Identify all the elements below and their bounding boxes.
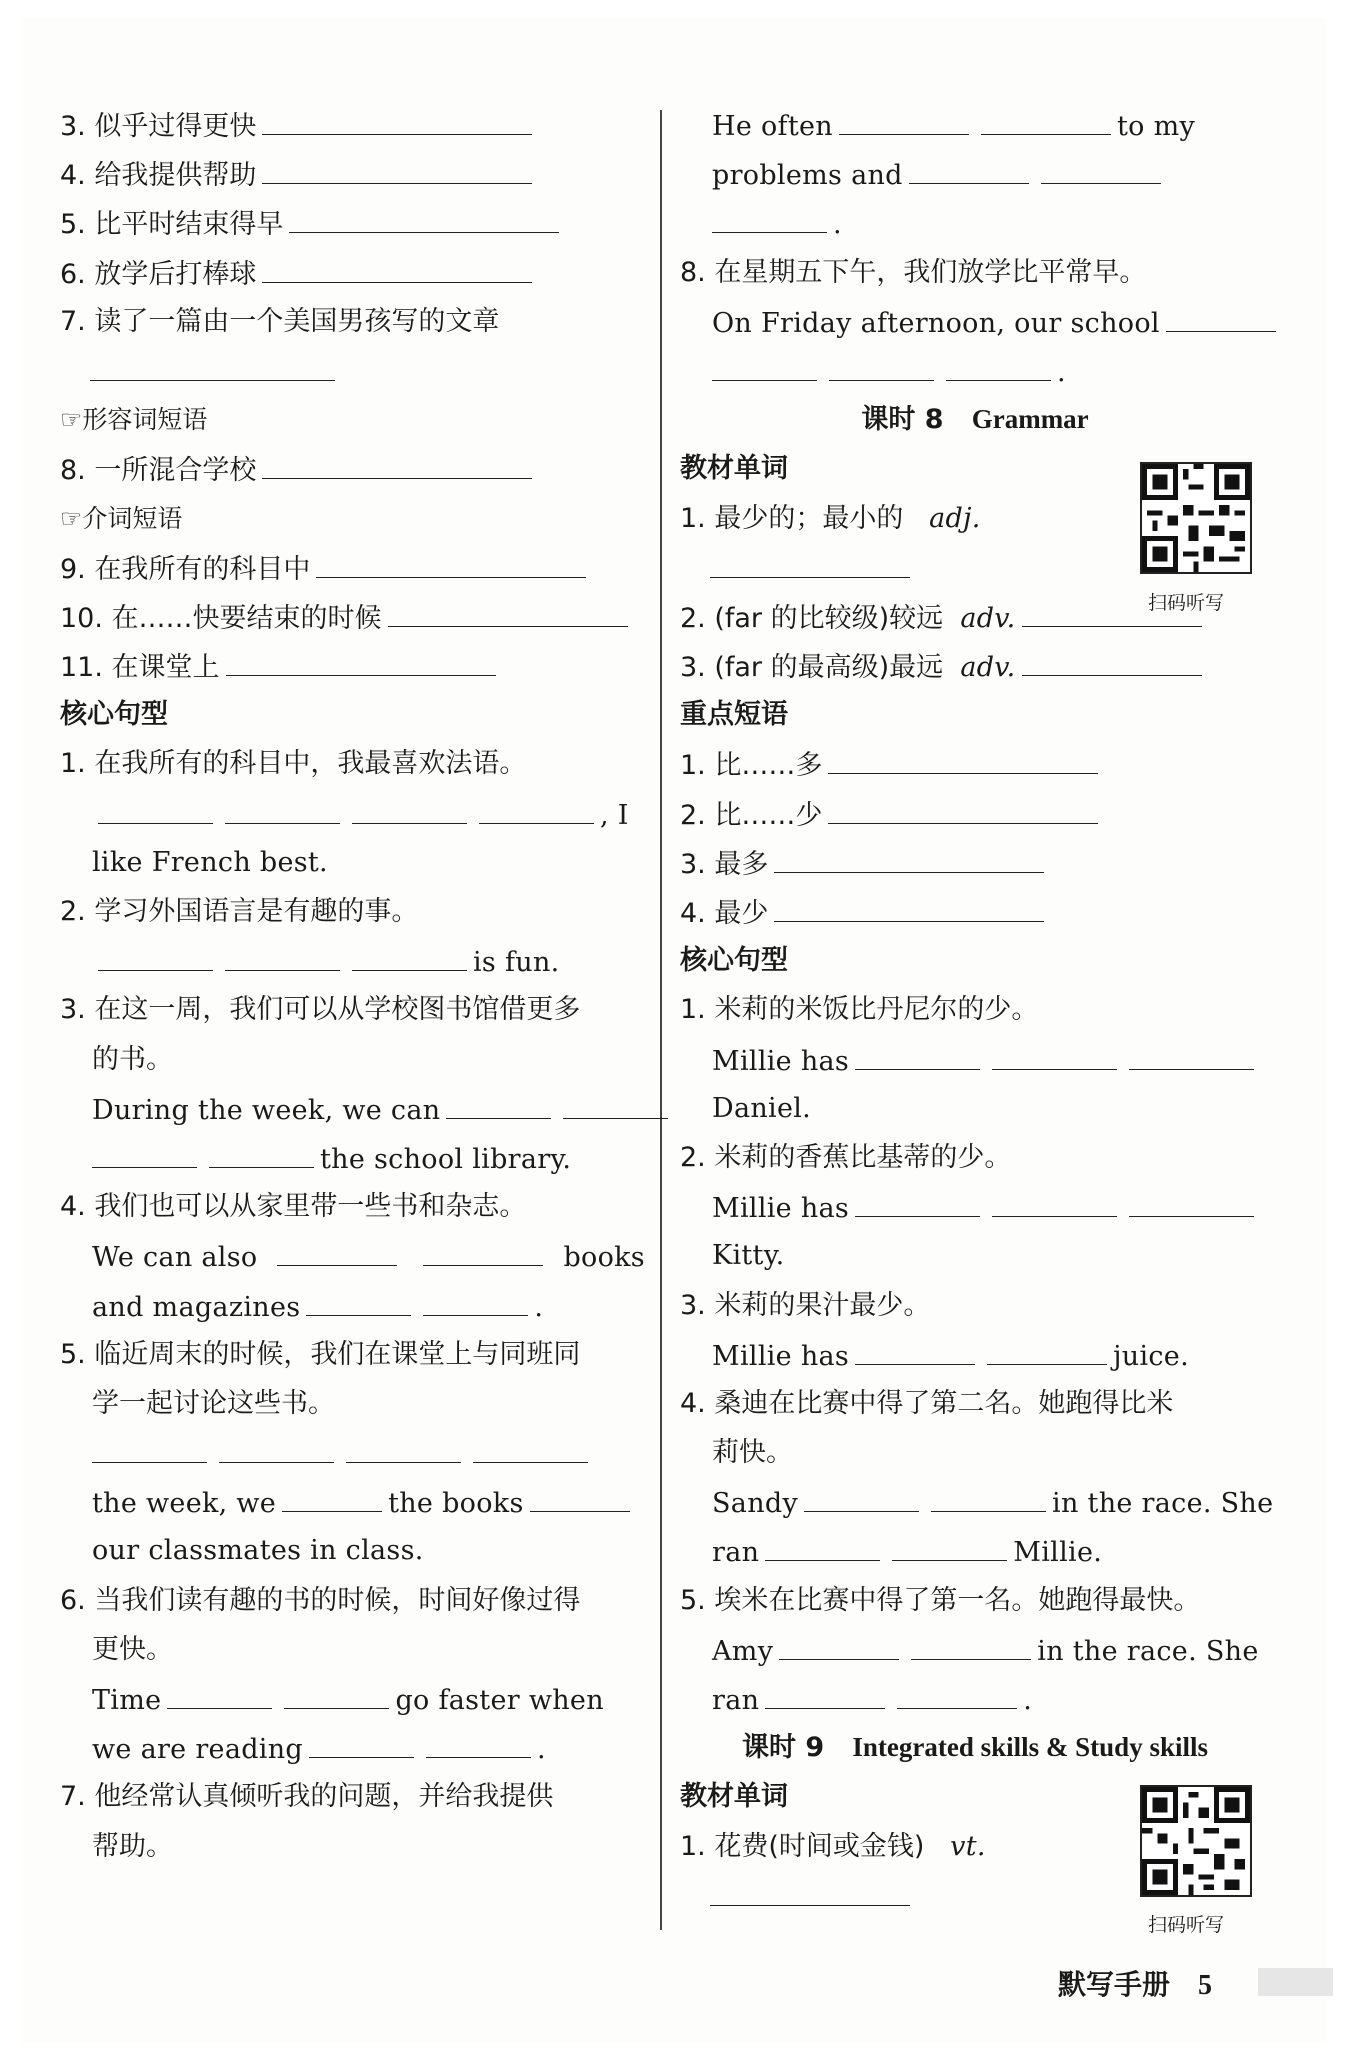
answer-blank[interactable]	[262, 248, 532, 283]
answer-blank[interactable]	[909, 149, 1029, 184]
sentence-answer: Kitty.	[712, 1240, 785, 1272]
key-phrases-header: 重点短语	[680, 699, 788, 731]
answer-blank[interactable]	[992, 1035, 1117, 1070]
answer-blank[interactable]	[262, 149, 532, 184]
sentence-answer: is fun.	[60, 936, 645, 985]
sentence-answer: Sandy in the race. She	[680, 1477, 1270, 1526]
answer-blank[interactable]	[855, 1182, 980, 1217]
answer-blank[interactable]	[1129, 1182, 1254, 1217]
sentence-answer: ran .	[680, 1674, 1270, 1723]
answer-blank[interactable]	[219, 1428, 334, 1463]
answer-blank[interactable]	[446, 1084, 551, 1119]
answer-blank[interactable]	[779, 1625, 899, 1660]
phrase-item: 5. 比平时结束得早	[60, 198, 645, 247]
qr-code-icon[interactable]	[1140, 1785, 1252, 1897]
answer-blank[interactable]	[1022, 641, 1202, 676]
answer-blank[interactable]	[1041, 149, 1161, 184]
answer-blank[interactable]	[1129, 1035, 1254, 1070]
answer-blank[interactable]	[1166, 297, 1276, 332]
sentence-answer	[60, 1428, 645, 1477]
sentence-prompt: 帮助。	[92, 1830, 173, 1862]
answer-blank[interactable]	[804, 1477, 919, 1512]
answer-blank[interactable]	[225, 789, 340, 824]
answer-blank[interactable]	[839, 100, 969, 135]
answer-blank[interactable]	[262, 100, 532, 135]
answer-blank[interactable]	[388, 592, 628, 627]
sentence-answer: On Friday afternoon, our school	[680, 297, 1270, 346]
vocab-item: 1. 花费(时间或金钱) vt.	[680, 1830, 986, 1862]
answer-blank[interactable]	[316, 543, 586, 578]
answer-blank[interactable]	[90, 346, 335, 381]
sentence-answer: Millie has	[680, 1182, 1270, 1231]
sentence-answer: Millie has	[680, 1035, 1270, 1084]
footer-title: 默写手册	[1058, 1968, 1171, 2001]
answer-blank[interactable]	[892, 1526, 1007, 1561]
answer-blank[interactable]	[92, 1428, 207, 1463]
answer-blank[interactable]	[897, 1674, 1017, 1709]
answer-blank[interactable]	[987, 1330, 1107, 1365]
phrase-item: 10. 在……快要结束的时候	[60, 592, 645, 641]
sentence-prompt: 学一起讨论这些书。	[92, 1387, 335, 1419]
phrase-item: 11. 在课堂上	[60, 641, 645, 690]
answer-blank[interactable]	[829, 346, 934, 381]
sentence-prompt: 6. 当我们读有趣的书的时候，时间好像过得	[60, 1584, 581, 1616]
answer-blank[interactable]	[98, 936, 213, 971]
sentence-answer: .	[680, 198, 1270, 247]
answer-blank[interactable]	[423, 1231, 543, 1266]
sentence-answer: like French best.	[92, 846, 328, 878]
answer-blank[interactable]	[309, 1723, 414, 1758]
prep-phrase-header: ☞介词短语	[60, 503, 183, 533]
answer-line	[60, 346, 645, 395]
answer-blank[interactable]	[530, 1477, 630, 1512]
answer-blank[interactable]	[479, 789, 594, 824]
sentence-answer: .	[680, 346, 1270, 395]
sentence-prompt: 1. 米莉的米饭比丹尼尔的少。	[680, 994, 1039, 1026]
sentence-prompt: 2. 学习外国语言是有趣的事。	[60, 896, 419, 927]
sentence-answer: we are reading .	[60, 1723, 645, 1772]
sentence-prompt: 5. 临近周末的时候，我们在课堂上与同班同	[60, 1338, 581, 1370]
qr-code-icon[interactable]	[1140, 462, 1252, 574]
page-footer	[1058, 1963, 1212, 2003]
answer-blank[interactable]	[855, 1035, 980, 1070]
answer-blank[interactable]	[828, 739, 1098, 774]
sentence-prompt: 7. 他经常认真倾听我的问题，并给我提供	[60, 1781, 554, 1813]
answer-blank[interactable]	[277, 1231, 397, 1266]
answer-blank[interactable]	[710, 1871, 910, 1906]
answer-blank[interactable]	[765, 1526, 880, 1561]
sentence-prompt: 4. 我们也可以从家里带一些书和杂志。	[60, 1191, 527, 1223]
sentence-answer: the school library.	[60, 1133, 645, 1182]
answer-blank[interactable]	[209, 1133, 314, 1168]
sentence-prompt: 的书。	[92, 1043, 173, 1075]
answer-blank[interactable]	[306, 1281, 411, 1316]
sentence-prompt: 8. 在星期五下午，我们放学比平常早。	[680, 256, 1147, 288]
answer-blank[interactable]	[774, 887, 1044, 922]
sentence-answer: and magazines .	[60, 1281, 645, 1330]
sentence-answer: We can also books	[60, 1231, 645, 1280]
answer-blank[interactable]	[167, 1674, 272, 1709]
vocab-item: 1. 最少的；最小的 adj.	[680, 502, 981, 534]
answer-blank[interactable]	[710, 543, 910, 578]
answer-blank[interactable]	[981, 100, 1111, 135]
sentence-prompt: 莉快。	[712, 1437, 793, 1469]
lesson-9-title: 课时 9 Integrated skills & Study skills	[742, 1732, 1208, 1764]
sentence-prompt: 更快。	[92, 1633, 173, 1665]
answer-blank[interactable]	[282, 1477, 382, 1512]
page-number: 5	[1198, 1970, 1213, 2001]
answer-blank[interactable]	[712, 198, 827, 233]
column-divider	[660, 110, 662, 1930]
sentence-prompt: 3. 在这一周，我们可以从学校图书馆借更多	[60, 994, 581, 1026]
vocab-header: 教材单词	[680, 1781, 788, 1813]
answer-blank[interactable]	[426, 1723, 531, 1758]
answer-blank[interactable]	[911, 1625, 1031, 1660]
answer-blank[interactable]	[423, 1281, 528, 1316]
sentence-prompt: 2. 米莉的香蕉比基蒂的少。	[680, 1141, 1012, 1173]
sentence-prompt: 5. 埃米在比赛中得了第一名。她跑得最快。	[680, 1584, 1201, 1616]
sentence-prompt: 3. 米莉的果汁最少。	[680, 1289, 931, 1321]
core-sentences-header: 核心句型	[680, 945, 788, 977]
answer-blank[interactable]	[98, 789, 213, 824]
sentence-answer: , I	[60, 789, 645, 838]
phrase-item: 9. 在我所有的科目中	[60, 543, 645, 592]
sentence-answer: ran Millie.	[680, 1526, 1270, 1575]
left-column	[60, 100, 645, 1871]
sentence-answer: During the week, we can	[60, 1084, 645, 1133]
phrase-item: 6. 放学后打棒球	[60, 248, 645, 297]
lesson-8-title: 课时 8 Grammar	[861, 404, 1089, 436]
phrase-item: 4. 最少	[680, 887, 1270, 936]
answer-blank[interactable]	[289, 198, 559, 233]
answer-blank[interactable]	[712, 346, 817, 381]
vocab-item: 3. (far 的最高级)最远 adv.	[680, 641, 1270, 690]
answer-blank[interactable]	[92, 1133, 197, 1168]
sentence-answer: problems and	[680, 149, 1270, 198]
sentence-prompt: 1. 在我所有的科目中，我最喜欢法语。	[60, 748, 527, 780]
core-sentences-header: 核心句型	[60, 699, 168, 731]
qr-caption: 扫码听写	[1148, 592, 1225, 614]
answer-blank[interactable]	[352, 789, 467, 824]
sentence-answer: Amy in the race. She	[680, 1625, 1270, 1674]
sentence-answer: our classmates in class.	[92, 1535, 424, 1567]
answer-blank[interactable]	[931, 1477, 1046, 1512]
answer-blank[interactable]	[262, 444, 532, 479]
vocab-header: 教材单词	[680, 453, 788, 485]
right-column	[680, 100, 1274, 1920]
page-corner-tab	[1258, 1968, 1333, 1996]
sentence-answer: He often to my	[680, 100, 1270, 149]
answer-blank[interactable]	[225, 936, 340, 971]
answer-blank[interactable]	[855, 1330, 975, 1365]
phrase-item: 3. 最多	[680, 838, 1270, 887]
answer-blank[interactable]	[774, 838, 1044, 873]
adj-phrase-header: ☞形容词短语	[60, 405, 208, 435]
answer-blank[interactable]	[563, 1084, 668, 1119]
phrase-item: 2. 比……少	[680, 789, 1270, 838]
sentence-answer: Time go faster when	[60, 1674, 645, 1723]
answer-blank[interactable]	[284, 1674, 389, 1709]
answer-blank[interactable]	[828, 789, 1098, 824]
phrase-item: 8. 一所混合学校	[60, 444, 645, 493]
vocab-item: 2. (far 的比较级)较远 adv.	[680, 592, 1270, 641]
phrase-item: 4. 给我提供帮助	[60, 149, 645, 198]
answer-blank[interactable]	[765, 1674, 885, 1709]
qr-caption: 扫码听写	[1148, 1914, 1225, 1936]
phrase-item: 7. 读了一篇由一个美国男孩写的文章	[60, 305, 500, 337]
answer-blank[interactable]	[346, 1428, 461, 1463]
answer-blank[interactable]	[352, 936, 467, 971]
sentence-prompt: 4. 桑迪在比赛中得了第二名。她跑得比米	[680, 1387, 1174, 1419]
answer-blank[interactable]	[226, 641, 496, 676]
answer-blank[interactable]	[946, 346, 1051, 381]
answer-blank[interactable]	[992, 1182, 1117, 1217]
answer-blank[interactable]	[473, 1428, 588, 1463]
sentence-answer: the week, we the books	[60, 1477, 645, 1526]
sentence-answer: Millie has juice.	[680, 1330, 1270, 1379]
sentence-answer: Daniel.	[712, 1092, 812, 1124]
phrase-item: 1. 比……多	[680, 739, 1270, 788]
phrase-item: 3. 似乎过得更快	[60, 100, 645, 149]
